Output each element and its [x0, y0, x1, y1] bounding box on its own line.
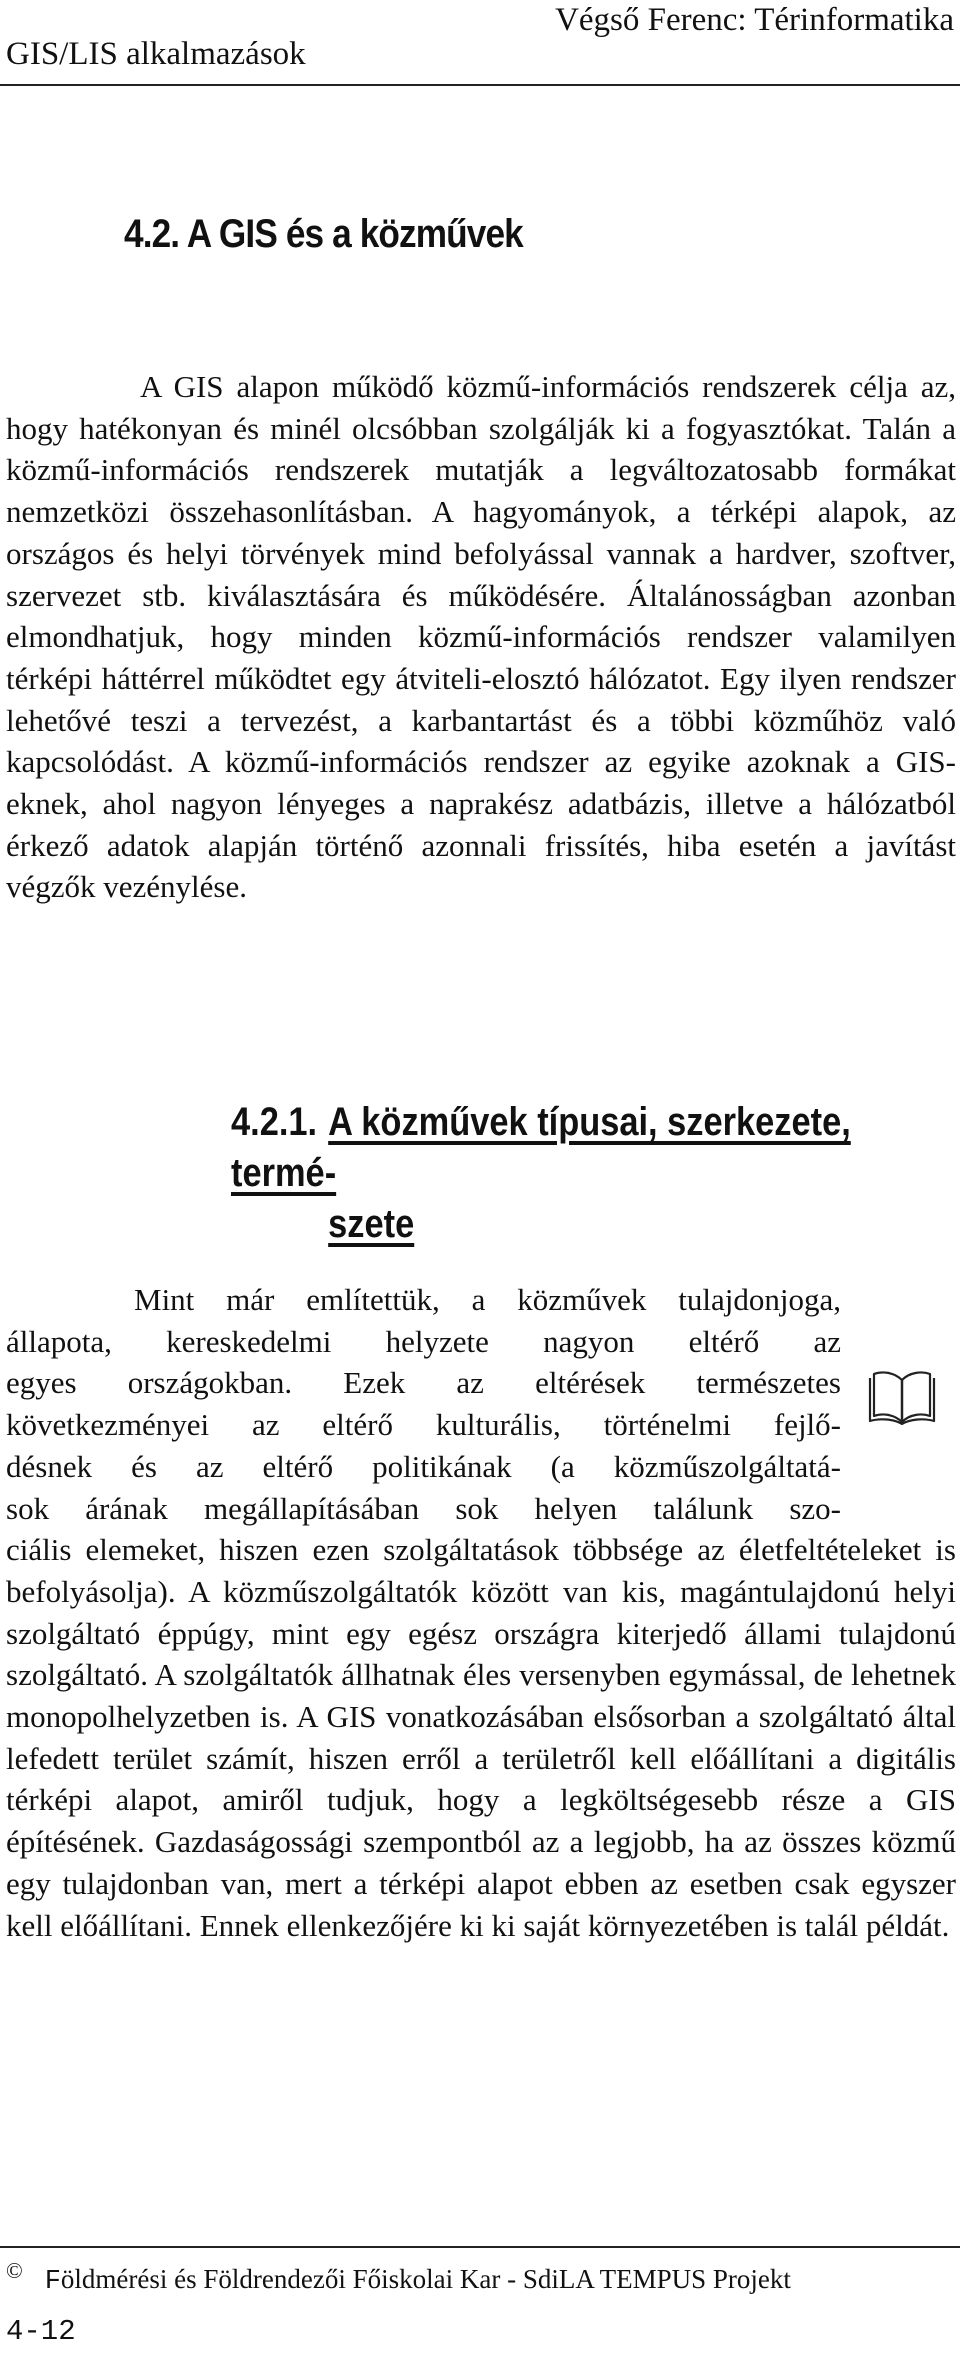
running-header-author: Végső Ferenc: Térinformatika [555, 2, 954, 38]
subsection-number: 4.2.1. [231, 1100, 318, 1144]
subsection-heading [231, 1097, 919, 1250]
subsection-title-line2: szete [328, 1202, 415, 1246]
footer-divider [0, 2246, 960, 2248]
paragraph-continuation: ciális elemeket, hiszen ezen szolgáltatások többsége az életfeltételeket is befolyásolja). A közműszolgáltatók között van kis, magántulajdonú helyi szolgáltató éppúgy, mint egy egész országra kiterjedő állami tulajdonú szolgáltató. A szolgáltatók állhatnak éles versenyben egymással, de lehetnek monopolhelyzetben is. A GIS vonatkozásában elsősorban a szolgáltató által lefedett terület számít, hiszen erről a területről kell előállítani a digitális térképi alapot, amiről tudjuk, hogy a legköltségesebb része a GIS építésének. Gazdaságossági szempontból az a legjobb, ha az összes közmű egy tulajdonban van, mert a térképi alapot ebben az esetben csak egyszer kell előállítani. Ennek ellenkezőjére ki ki saját környezetében is talál példát. [6, 1532, 956, 1943]
page-number: 4-12 [6, 2315, 76, 2348]
footer-institution: öldmérési és Földrendezői Főiskolai Kar - SdiLA TEMPUS Projekt [60, 2264, 791, 2294]
paragraph-line: következményei az eltérő kulturális, történelmi fejlő- [6, 1407, 841, 1443]
paragraph-line: sok árának megállapításában sok helyen találunk szo- [6, 1490, 841, 1526]
footer-text [6, 2258, 791, 2297]
paragraph-line: désnek és az eltérő politikának (a közműszolgáltatá- [6, 1448, 841, 1484]
paragraph-line: egyes országokban. Ezek az eltérések természetes [6, 1365, 841, 1401]
section-paragraph: A GIS alapon működő közmű-információs rendszerek célja az, hogy hatékonyan és minél olcsóbban szolgálják ki a fogyasztókat. Talán a közmű-információs rendszerek mutatják a legváltozatosabb formákat nemzetközi összehasonlításban. A hagyományok, a térképi alapok, az országos és helyi törvények mind befolyással vannak a hardver, szoftver, szervezet stb. kiválasztására és működésére. Általánosságban azonban elmondhatjuk, hogy minden közmű-információs rendszer valamilyen térképi háttérrel működtet egy átviteli-elosztó hálózatot. Egy ilyen rendszer lehetővé teszi a tervezést, a karbantartást és a többi közműhöz való kapcsolódást. A közmű-információs rendszer az egyike azoknak a GIS-eknek, ahol nagyon lényeges a naprakész adatbázis, illetve a hálózatból érkező adatok alapján történő azonnali frissítés, hiba esetén a javítást végzők vezénylése. [6, 369, 956, 905]
subsection-paragraph [6, 1279, 956, 1946]
paragraph-line: állapota, kereskedelmi helyzete nagyon eltérő az [6, 1323, 841, 1359]
copyright-symbol: © [6, 2258, 23, 2283]
section-heading: 4.2. A GIS és a közművek [124, 212, 523, 256]
header-divider [0, 84, 960, 86]
paragraph-line: Mint már említettük, a közművek tulajdonjoga, [134, 1282, 841, 1317]
footer-initial: F [44, 2267, 61, 2297]
open-book-icon [868, 1366, 936, 1426]
running-header-subject: GIS/LIS alkalmazások [6, 36, 306, 72]
subsection-title-line1: A közművek típusai, szerkezete, termé- [231, 1100, 851, 1195]
